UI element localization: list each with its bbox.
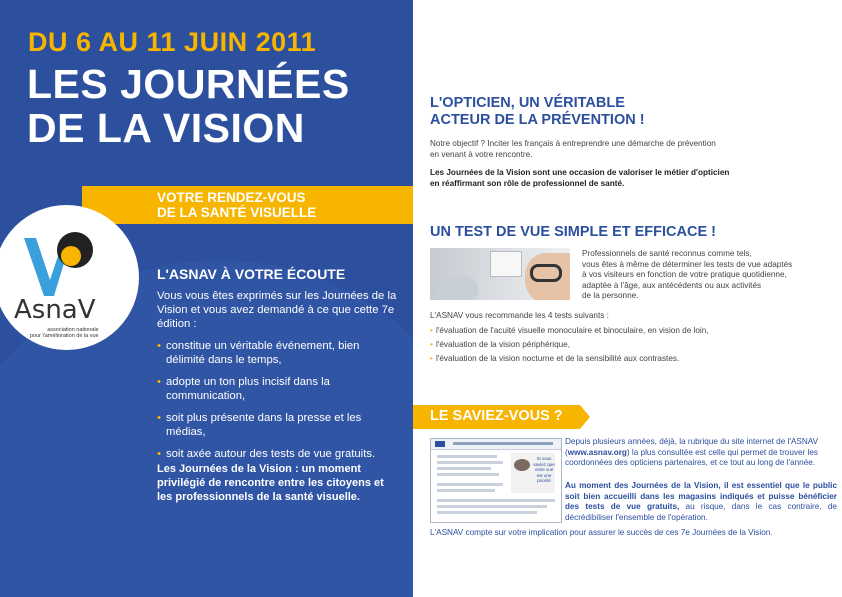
text-line: en venant à votre rencontre. [430,149,533,159]
asnav-heading: L'ASNAV À VOTRE ÉCOUTE [157,266,346,282]
list-item: • soit axée autour des tests de vue gratuits. [157,447,397,461]
test-recommendation: L'ASNAV vous recommande les 4 tests suivants : [430,311,609,320]
saviez-paragraph-2 [565,481,837,523]
text-line: à vos visiteurs en fonction de votre pratique quotidienne, [582,270,787,279]
opticien-paragraph-2 [430,168,729,189]
list-item: • l'évaluation de la vision nocturne et de la sensibilité aux contrastes. [430,354,709,365]
title-line-2: DE LA VISION [27,105,305,151]
logo-tagline-1: association nationale [47,327,99,333]
site-logo-icon [435,441,445,447]
list-item: • adopte un ton plus incisif dans la communication, [157,375,397,403]
event-dates: DU 6 AU 11 JUIN 2011 [28,27,317,57]
list-item: • l'évaluation de la vision périphérique, [430,340,709,351]
list-item: • l'évaluation de l'acuité visuelle monoculaire et binoculaire, en vision de loin, [430,326,709,337]
eye-chart-icon [490,251,522,277]
text-span: ) la plus consultée est celle qui permet de trouver les coordonnées des opticiens partenaires, et ce tout au long de l'année. [565,447,819,467]
text-span: au risque, dans le cas contraire, de décrédibiliser l'ensemble de l'opération. [565,502,837,522]
asnav-intro: Vous vous êtes exprimés sur les Journées de la Vision et vous avez demandé à ce que cette 7e édition : [157,290,397,330]
banner-line-2: DE LA SANTÉ VISUELLE [157,205,317,220]
right-panel [413,0,842,597]
saviez-paragraph-1 [565,437,837,469]
logo-tagline-2: pour l'amélioration de la vue [30,333,99,339]
test-paragraph [582,249,792,302]
website-screenshot [430,438,562,523]
banner-line-1: VOTRE RENDEZ-VOUS [157,190,306,205]
eye-icon [514,459,530,471]
opticien-paragraph-1 [430,139,716,160]
list-item: • constitue un véritable événement, bien délimité dans le temps, [157,339,397,367]
text-line: vous êtes à même de déterminer les tests de vue adaptés [582,259,793,269]
text-line: Notre objectif ? Inciter les français à entreprendre une démarche de prévention [430,139,716,148]
left-panel [0,0,413,597]
logo-tagline [30,327,99,339]
asnav-closing: Les Journées de la Vision : un moment privilégié de rencontre entre les citoyens et les professionnels de la santé visuelle. [157,463,384,503]
opticien-heading [430,95,645,129]
asnav-points [157,339,397,469]
text-span: Depuis plusieurs années, déjà, la rubrique du site internet de l'ASNAV ( [565,437,819,457]
trial-frame-icon [530,264,562,282]
page-title [27,62,350,150]
title-line-1: LES JOURNÉES [27,61,350,107]
text-line: adaptée à l'âge, aux antécédents ou aux activités [582,280,762,290]
opticien-heading-line-1: L'OPTICIEN, UN VÉRITABLE [430,95,625,111]
list-item: • soit plus présente dans la presse et les médias, [157,411,397,439]
saviez-heading: LE SAVIEZ-VOUS ? [430,408,563,424]
text-line: Professionnels de santé reconnus comme tels, [582,249,752,258]
text-line: en réaffirmant son rôle de professionnel de santé. [430,178,625,188]
eye-test-photo [430,248,570,300]
logo-name: AsnaV [14,295,96,325]
rendezvous-banner-text [157,190,316,220]
text-line: Les Journées de la Vision sont une occasion de valoriser le métier d'opticien [430,168,730,177]
opticien-heading-line-2: ACTEUR DE LA PRÉVENTION ! [430,112,645,128]
text-line: de la personne. [582,291,639,300]
text-span: Au moment des Journées de la Vision, il est essentiel que le public soit bien accueilli dans les magasins indiqués et puisse bénéficier des tests de vue gratuits, [565,481,837,511]
closing-line: L'ASNAV compte sur votre implication pour assurer le succès de ces 7e Journées de la Vision. [430,528,773,537]
test-list [430,326,709,367]
test-heading: UN TEST DE VUE SIMPLE ET EFFICACE ! [430,224,716,240]
asnav-website-link[interactable]: www.asnav.org [567,447,627,457]
website-ad-text: Si vous saviez que votre vue est une priorité [533,456,555,483]
logo-circle-mark [57,232,93,268]
